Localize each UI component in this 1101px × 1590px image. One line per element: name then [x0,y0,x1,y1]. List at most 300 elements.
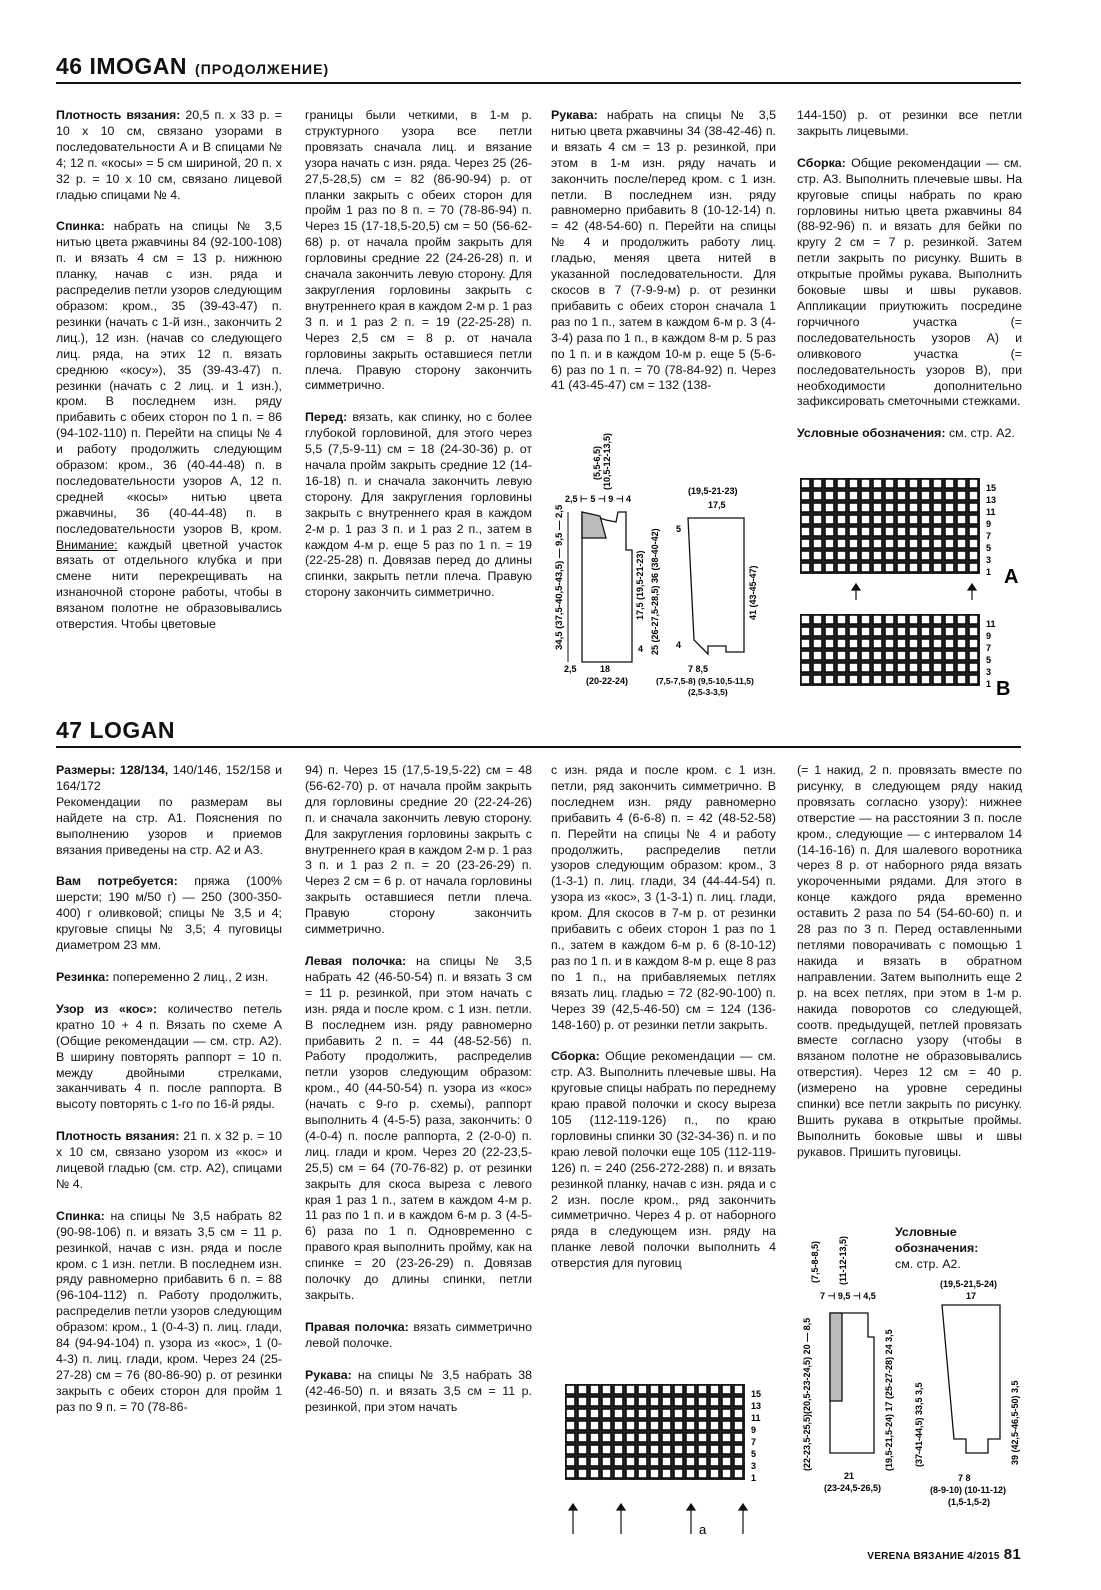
chart-cell [734,1397,743,1406]
chart-cell [849,515,858,524]
chart-cell [837,503,846,512]
logan-column-2: 94) п. Через 15 (17,5-19,5-22) см = 48 (56-62-70) р. от начала пройм закрыть для горловины средние 20 (22-24-26) п. и сначала закончить левую сторону. Для закругления горловины закрыть с внутреннего края в каждом 2-м р. 1 раз 3 п. и 1 раз 2 п. = 20 (23-26-29) п. Через 2 см = 6 р. от начала горловины закрыть оставшиеся петли плеча. Правую сторону закончить симметрично. Левая полочка: на спицы № 3,5 набрать 42 (46-50-54) п. и вязать 3 см = 11 р. резинкой, при этом начать с изн. ряда и после кром. с 1 изн. петли. В последнем изн. ряду равномерно прибавить 2 п. = 44 (48-52-56) п. Работу продолжить, распределив петли узоров следующим образом: кром., 40 (44-50-54) п. узора из «кос» (начать с 9-го р. схемы), раппорт выполнить 4 (4-5-5) раза, закончить: 0 (4-0-4) п. после раппорта, 2 (2-0-0) п. лиц. глади и кром. Через 20 (22-23,5-25,5) см = 64 (70-76-82) р. от резинки закрыть для скоса выреза с левого края 1 раз 1 п., затем в каждом 4-м р. 11 раз по 1 п. и в каждом 6-м р. 3 (4-5-6) раза по 1 п. Одновременно с правого края выполнить пройму, как на спинке = 20 (23-26-29) п. Довязав полочку до длины спинки, петли закрыть. Правая полочка: вязать симметрично левой полочке. Рукава: на спицы № 3,5 набрать 38 (42-46-50) п. и вязать 3,5 см = 11 р. резинкой, при этом начать [305,763,532,1414]
chart-cell [849,491,858,500]
chart-cell [885,515,894,524]
chart-cell [921,539,930,548]
chart-cell [662,1433,671,1442]
chart-cell [813,503,822,512]
chart-cell [602,1433,611,1442]
imogan-chart-a [800,478,1030,698]
chart-cell [945,627,954,636]
chart-cell [650,1409,659,1418]
chart-cell [674,1421,683,1430]
chart-cell [801,551,810,560]
chart-cell [861,663,870,672]
svg-text:5: 5 [986,655,992,665]
chart-cell [801,639,810,648]
chart-cell [626,1409,635,1418]
chart-cell [722,1397,731,1406]
chart-cell [837,639,846,648]
svg-text:7 ⊣ 9,5 ⊣ 4,5: 7 ⊣ 9,5 ⊣ 4,5 [820,1291,876,1301]
chart-cell [957,527,966,536]
chart-cell [909,491,918,500]
chart-cell [885,503,894,512]
chart-cell [921,527,930,536]
svg-text:(8-9-10) (10-11-12): (8-9-10) (10-11-12) [930,1485,1007,1495]
chart-cell [686,1409,695,1418]
svg-text:(37-41-44,5) 33,5 3,5: (37-41-44,5) 33,5 3,5 [914,1382,924,1467]
chart-cell [969,539,978,548]
chart-cell [674,1433,683,1442]
chart-cell [909,675,918,684]
chart-cell [626,1385,635,1394]
chart-cell [801,539,810,548]
chart-cell [686,1433,695,1442]
chart-cell [957,651,966,660]
chart-cell [698,1397,707,1406]
chart-cell [957,615,966,624]
svg-text:a: a [699,1522,707,1537]
svg-text:17,5 (19,5-21-23): 17,5 (19,5-21-23) [635,550,645,620]
chart-cell [921,491,930,500]
chart-cell [590,1409,599,1418]
chart-cell [801,491,810,500]
chart-cell [825,639,834,648]
chart-cell [698,1469,707,1478]
svg-text:4: 4 [676,640,682,650]
chart-cell [945,527,954,536]
chart-cell [602,1397,611,1406]
chart-cell [801,615,810,624]
chart-cell [825,527,834,536]
imogan-schematic [548,420,788,700]
imogan-column-4: 144-150) р. от резинки все петли закрыть лицевыми. Сборка: Общие рекомендации — см. стр. А3. Выполнить плечевые швы. На круговые спицы набрать по краю горловины нитью цвета ржавчины 84 (88-92-96) п. и вязать для бейки по кругу 2 см = 7 р. резинкой. Затем петли закрыть по рисунку. Вшить в открытые проймы рукава. Выполнить боковые швы и швы рукавов. Аппликации приутюжить посредине горчичного участка (= последовательность узоров А) и оливкового участка (= последовательность узоров В), при необходимости дополнительно зафиксировать сметочными стежками. Условные обозначения: см. стр. А2. [797,108,1022,441]
chart-cell [933,627,942,636]
chart-cell [710,1409,719,1418]
svg-text:41 (43-45-47): 41 (43-45-47) [748,565,758,620]
svg-text:18: 18 [600,664,611,674]
chart-cell [578,1445,587,1454]
section-header-logan [56,717,1021,748]
chart-cell [638,1409,647,1418]
chart-cell [969,479,978,488]
chart-cell [873,479,882,488]
svg-text:9: 9 [986,631,992,641]
chart-cell [873,563,882,572]
chart-cell [969,515,978,524]
chart-cell [614,1385,623,1394]
chart-cell [921,479,930,488]
chart-cell [825,651,834,660]
chart-cell [873,639,882,648]
chart-cell [813,539,822,548]
chart-cell [710,1445,719,1454]
chart-cell [849,551,858,560]
svg-text:4: 4 [638,644,644,654]
chart-cell [897,675,906,684]
chart-cell [650,1457,659,1466]
chart-cell [578,1469,587,1478]
chart-cell [674,1397,683,1406]
chart-cell [813,675,822,684]
logan-column-1: Размеры: 128/134, 140/146, 152/158 и 164/172 Рекомендации по размерам вы найдете на стр. А1. Пояснения по выполнению узоров и приемов вязания приведены на стр. А2 и А3. Вам потребуется: пряжа (100% шерсти; 190 м/50 г) — 250 (300-350-400) г оливковой; спицы № 3,5 и 4; круговые спицы № 3,5; 4 пуговицы диаметром 23 мм. Резинка: попеременно 2 лиц., 2 изн. Узор из «кос»: количество петель кратно 10 + 4 п. Вязать по схеме А (Общие рекомендации — см. стр. А2). В ширину повторять раппорт = 10 п. между двойными стрелками, заканчивать 4 п. после раппорта. В высоту повторять с 1-го по 16-й ряды. Плотность вязания: 21 п. х 32 р. = 10 х 10 см, связано узором из «кос» и лицевой гладью (см. стр. А2), спицами № 4. Спинка: на спицы № 3,5 набрать 82 (90-98-106) п. и вязать 3,5 см = 11 р. резинкой, начав с изн. ряда и после кром. с 1 изн. петли. В последнем изн. ряду равномерно прибавить 6 п. = 88 (96-104-112) п. Работу продолжить, распределив петли узоров следующим образом: кром., 1 (0-4-3) п. лиц. глади, 84 (94-94-104) п. узора из «кос», 1 (0-4-3) п. лиц. глади, кром. Через 24 (25-27-28) см = 76 (80-86-90) р. от резинки закрыть с обеих сторон для пройм 1 раз по 9 п. = 70 (78-86- [56,763,283,1414]
chart-cell [602,1409,611,1418]
chart-cell [957,639,966,648]
chart-cell [885,551,894,560]
chart-cell [578,1385,587,1394]
chart-cell [686,1385,695,1394]
chart-cell [602,1469,611,1478]
chart-cell [861,503,870,512]
chart-cell [837,515,846,524]
chart-cell [909,539,918,548]
chart-cell [873,503,882,512]
chart-cell [734,1457,743,1466]
svg-text:7: 7 [986,531,992,541]
chart-cell [957,627,966,636]
chart-cell [578,1433,587,1442]
chart-cell [861,615,870,624]
chart-cell [662,1445,671,1454]
chart-cell [722,1385,731,1394]
chart-cell [969,563,978,572]
chart-cell [885,639,894,648]
chart-cell [957,539,966,548]
chart-cell [897,479,906,488]
svg-text:7: 7 [986,643,992,653]
svg-text:5: 5 [676,524,682,534]
chart-cell [734,1421,743,1430]
chart-cell [957,491,966,500]
chart-cell [957,503,966,512]
logan-chart-arrows [569,1504,747,1534]
chart-cell [909,527,918,536]
chart-cell [650,1385,659,1394]
chart-cell [921,675,930,684]
chart-cell [837,615,846,624]
svg-text:1: 1 [986,567,992,577]
chart-cell [686,1457,695,1466]
chart-cell [933,491,942,500]
chart-cell [957,515,966,524]
chart-cell [849,627,858,636]
chart-cell [566,1409,575,1418]
chart-cell [933,479,942,488]
chart-cell [566,1457,575,1466]
chart-cell [873,675,882,684]
chart-cell [909,503,918,512]
chart-cell [945,551,954,560]
chart-cell [626,1457,635,1466]
chart-cell [698,1433,707,1442]
chart-cell [957,663,966,672]
chart-cell [801,479,810,488]
chart-cell [662,1421,671,1430]
chart-cell [734,1445,743,1454]
chart-cell [921,651,930,660]
chart-cell [873,651,882,660]
svg-text:(19,5-21-23): (19,5-21-23) [688,486,738,496]
chart-cell [638,1469,647,1478]
chart-cell [945,515,954,524]
chart-cell [602,1457,611,1466]
chart-cell [650,1433,659,1442]
chart-cell [578,1421,587,1430]
chart-cell [921,503,930,512]
chart-cell [566,1433,575,1442]
chart-cell [897,639,906,648]
chart-cell [813,527,822,536]
chart-cell [945,563,954,572]
chart-cell [861,651,870,660]
sleeve-outline [688,518,744,654]
chart-cell [626,1433,635,1442]
svg-text:7 8: 7 8 [958,1473,971,1483]
chart-cell [674,1385,683,1394]
svg-text:25 (26-27,5-28,5) 36 (38-40-: 25 (26-27,5-28,5) 36 (38-40-42) [650,528,660,655]
chart-cell [825,515,834,524]
chart-cell [686,1421,695,1430]
page-footer: VERENA ВЯЗАНИЕ 4/2015 81 [867,1546,1021,1563]
chart-cell [698,1457,707,1466]
chart-cell [801,651,810,660]
chart-cell [861,491,870,500]
svg-text:17,5: 17,5 [708,500,726,510]
chart-cell [873,627,882,636]
svg-text:(7,5-7,5-8) (9,5-10,5-11,5): (7,5-7,5-8) (9,5-10,5-11,5) [656,676,754,686]
chart-cell [813,515,822,524]
chart-cell [813,615,822,624]
chart-cell [897,551,906,560]
chart-cell [969,615,978,624]
chart-cell [873,615,882,624]
chart-cell [813,663,822,672]
chart-cell [813,551,822,560]
chart-cell [861,675,870,684]
svg-text:21: 21 [844,1471,855,1481]
chart-cell [957,563,966,572]
chart-cell [590,1457,599,1466]
chart-cell [945,615,954,624]
chart-cell [861,527,870,536]
chart-cell [801,675,810,684]
chart-cell [578,1409,587,1418]
chart-cell [885,563,894,572]
chart-cell [710,1397,719,1406]
chart-cell [590,1445,599,1454]
chart-cell [909,551,918,560]
chart-cell [650,1421,659,1430]
chart-cell [921,563,930,572]
chart-cell [921,639,930,648]
chart-a-row-numbers [986,483,996,577]
chart-cell [698,1409,707,1418]
chart-cell [849,651,858,660]
chart-cell [825,627,834,636]
svg-text:9: 9 [986,519,992,529]
chart-cell [813,491,822,500]
chart-cell [686,1469,695,1478]
chart-cell [813,651,822,660]
svg-text:A: A [1004,566,1019,588]
chart-cell [614,1445,623,1454]
chart-cell [614,1421,623,1430]
svg-text:3: 3 [751,1461,757,1471]
chart-cell [626,1421,635,1430]
chart-cell [698,1421,707,1430]
logan-chart-row-numbers [751,1389,761,1483]
chart-cell [849,563,858,572]
chart-cell [674,1469,683,1478]
chart-cell [897,539,906,548]
chart-cell [813,627,822,636]
chart-cell [945,675,954,684]
chart-cell [885,539,894,548]
logan-column-3: с изн. ряда и после кром. с 1 изн. петли, ряд закончить симметрично. В последнем изн. ряду равномерно прибавить 4 (6-6-8) п. = 42 (48-52-58) п. Перейти на спицы № 4 и работу продолжить, распределив петли узоров следующим образом: кром., 3 (1-3-1) п. лиц. глади, 34 (44-44-54) п. узора из «кос», 3 (1-3-1) п. лиц. глади, кром. Для скосов в 7-м р. от резинки прибавить с обеих сторон 1 раз по 1 п., затем в каждом 6-м р. 6 (8-10-12) раз по 1 п. и в каждом 8-м р. еще 8 раз по 1 п., на прибавляемых петлях вязать лиц. гладью = 72 (82-90-100) п. Через 39 (42,5-46-50) см = 124 (136-148-160) р. от резинки петли закрыть. Сборка: Общие рекомендации — см. стр. А3. Выполнить плечевые швы. На круговые спицы набрать по переднему краю правой полочки и скосу выреза 105 (112-119-126) п., по краю горловины спинки 30 (32-34-36) п. и по краю левой полочки еще 105 (112-119-126) п. = 240 (256-272-288) п. и вязать резинкой планку, начав с изн. ряда и с 2 изн. после кром., ряд закончить симметрично. Через 4 р. от наборного ряда в следующем изн. ряду на планке левой полочки выполнить 4 отверстия для пуговиц [551,763,776,1271]
chart-cell [933,615,942,624]
svg-text:5: 5 [986,543,992,553]
front-body-outline [582,512,632,662]
logan-chart-a [565,1384,795,1544]
chart-cell [861,639,870,648]
chart-cell [686,1445,695,1454]
chart-cell [614,1469,623,1478]
chart-cell [614,1433,623,1442]
chart-cell [825,551,834,560]
chart-cell [650,1445,659,1454]
chart-cell [734,1433,743,1442]
chart-cell [849,527,858,536]
svg-text:7: 7 [751,1437,757,1447]
chart-cell [662,1385,671,1394]
chart-cell [945,639,954,648]
chart-cell [945,491,954,500]
chart-cell [602,1385,611,1394]
chart-cell [909,563,918,572]
chart-cell [849,639,858,648]
chart-cell [897,527,906,536]
chart-cell [873,663,882,672]
chart-a-grid [800,478,980,574]
chart-cell [710,1421,719,1430]
chart-cell [801,627,810,636]
chart-cell [933,539,942,548]
chart-cell [933,563,942,572]
chart-cell [885,479,894,488]
svg-text:1: 1 [751,1473,757,1483]
chart-cell [837,479,846,488]
chart-cell [590,1397,599,1406]
chart-cell [825,663,834,672]
chart-cell [909,515,918,524]
logan-chart-grid [565,1384,745,1480]
chart-cell [602,1421,611,1430]
svg-text:39 (42,5-46,5-50) 3,5: 39 (42,5-46,5-50) 3,5 [1010,1380,1020,1465]
svg-text:2,5 ⊢ 5 ⊣ 9 ⊣ 4: 2,5 ⊢ 5 ⊣ 9 ⊣ 4 [565,494,632,504]
chart-cell [909,651,918,660]
chart-cell [825,539,834,548]
chart-b-grid [800,614,980,686]
chart-cell [837,675,846,684]
section-title: 47 LOGAN [56,717,176,743]
chart-cell [722,1433,731,1442]
chart-cell [897,627,906,636]
chart-cell [837,563,846,572]
svg-text:(10,5-12-13,5): (10,5-12-13,5) [602,432,612,490]
svg-text:13: 13 [751,1401,762,1411]
chart-cell [897,503,906,512]
chart-cell [710,1385,719,1394]
chart-cell [813,639,822,648]
chart-cell [734,1469,743,1478]
chart-cell [945,479,954,488]
chart-cell [885,527,894,536]
chart-cell [614,1397,623,1406]
chart-cell [837,491,846,500]
chart-cell [909,663,918,672]
svg-text:(5,5-6,5): (5,5-6,5) [592,445,602,480]
chart-cell [909,479,918,488]
chart-cell [626,1397,635,1406]
imogan-column-2: границы были четкими, в 1-м р. структурного узора все петли провязать сначала лиц. и вязание узора начать с изн. ряда. Через 25 (26-27,5-28,5) см = 82 (86-90-94) р. от планки закрыть с обеих сторон для пройм 1 раз по 8 п. = 70 (78-86-94) п. Через 15 (17-18,5-20,5) см = 50 (56-62-68) р. от начала пройм закрыть для горловины средние 22 (24-26-28) п. и сначала закончить левую сторону. Для закругления горловины закрыть с внутреннего края в каждом 2-м р. 1 раз 3 п. и 1 раз 2 п. = 19 (22-25-28) п. Через 2,5 см = 8 р. от начала горловины закрыть оставшиеся петли плеча. Правую сторону закончить симметрично. Перед: вязать, как спинку, но с более глубокой горловиной, для этого через 5,5 (7,5-9-11) см = 18 (24-30-36) р. от начала пройм закрыть средние 12 (14-16-18) п. и сначала закончить левую сторону. Для закругления горловины закрыть с внутреннего края в каждом 2-м р. 1 раз 3 п. и 1 раз 2 п., затем в каждом 4-м р. еще 5 раз по 1 п. = 19 (22-25-28) п. Довязав перед до длины спинки, закрыть петли плеча. Правую сторону закончить симметрично. [305,108,532,600]
chart-cell [710,1469,719,1478]
chart-cell [849,503,858,512]
chart-cell [734,1385,743,1394]
chart-cell [933,503,942,512]
chart-cell [801,563,810,572]
chart-cell [969,627,978,636]
chart-cell [566,1385,575,1394]
chart-cell [885,491,894,500]
imogan-column-3: Рукава: набрать на спицы № 3,5 нитью цвета ржавчины 34 (38-42-46) п. и вязать 4 см = 13 р. резинкой, при этом в 1-м изн. ряду начать и закончить после/перед кром. с 1 изн. петли. В последнем изн. ряду равномерно прибавить 8 (10-12-14) п. = 42 (48-54-60) п. Перейти на спицы № 4 и продолжить работу лиц. гладью, меняя цвета нитей в указанной последовательности. Для скосов в 7 (7-9-9-м) р. от резинки прибавить с обеих сторон сначала 1 раз по 1 п., затем в каждом 6-м р. 3 (4-3-4) раза по 1 п., в каждом 8-м р. 5 раз по 1 п. и в каждом 10-м р. еще 5 (5-6-6) раз по 1 п. = 70 (78-84-92) п. Через 41 (43-45-47) см = 132 (138- [551,108,776,393]
chart-cell [933,639,942,648]
page-number: 81 [1003,1546,1021,1563]
chart-cell [638,1385,647,1394]
logan-front-outline [830,1313,874,1453]
svg-text:15: 15 [751,1389,762,1399]
chart-cell [722,1409,731,1418]
chart-cell [590,1469,599,1478]
chart-cell [849,675,858,684]
chart-cell [897,663,906,672]
chart-cell [969,491,978,500]
chart-cell [945,651,954,660]
chart-cell [933,551,942,560]
chart-cell [734,1409,743,1418]
chart-cell [969,675,978,684]
chart-cell [837,539,846,548]
chart-cell [710,1457,719,1466]
chart-cell [849,615,858,624]
svg-text:15: 15 [986,483,997,493]
chart-cell [873,551,882,560]
chart-cell [861,563,870,572]
chart-cell [825,503,834,512]
logan-sleeve-outline [942,1305,1000,1453]
chart-cell [909,615,918,624]
svg-text:5: 5 [751,1449,757,1459]
chart-cell [921,515,930,524]
chart-cell [614,1457,623,1466]
chart-cell [626,1469,635,1478]
chart-cell [722,1421,731,1430]
chart-cell [566,1397,575,1406]
chart-cell [602,1445,611,1454]
chart-cell [674,1457,683,1466]
chart-cell [662,1457,671,1466]
chart-cell [921,627,930,636]
chart-cell [849,539,858,548]
